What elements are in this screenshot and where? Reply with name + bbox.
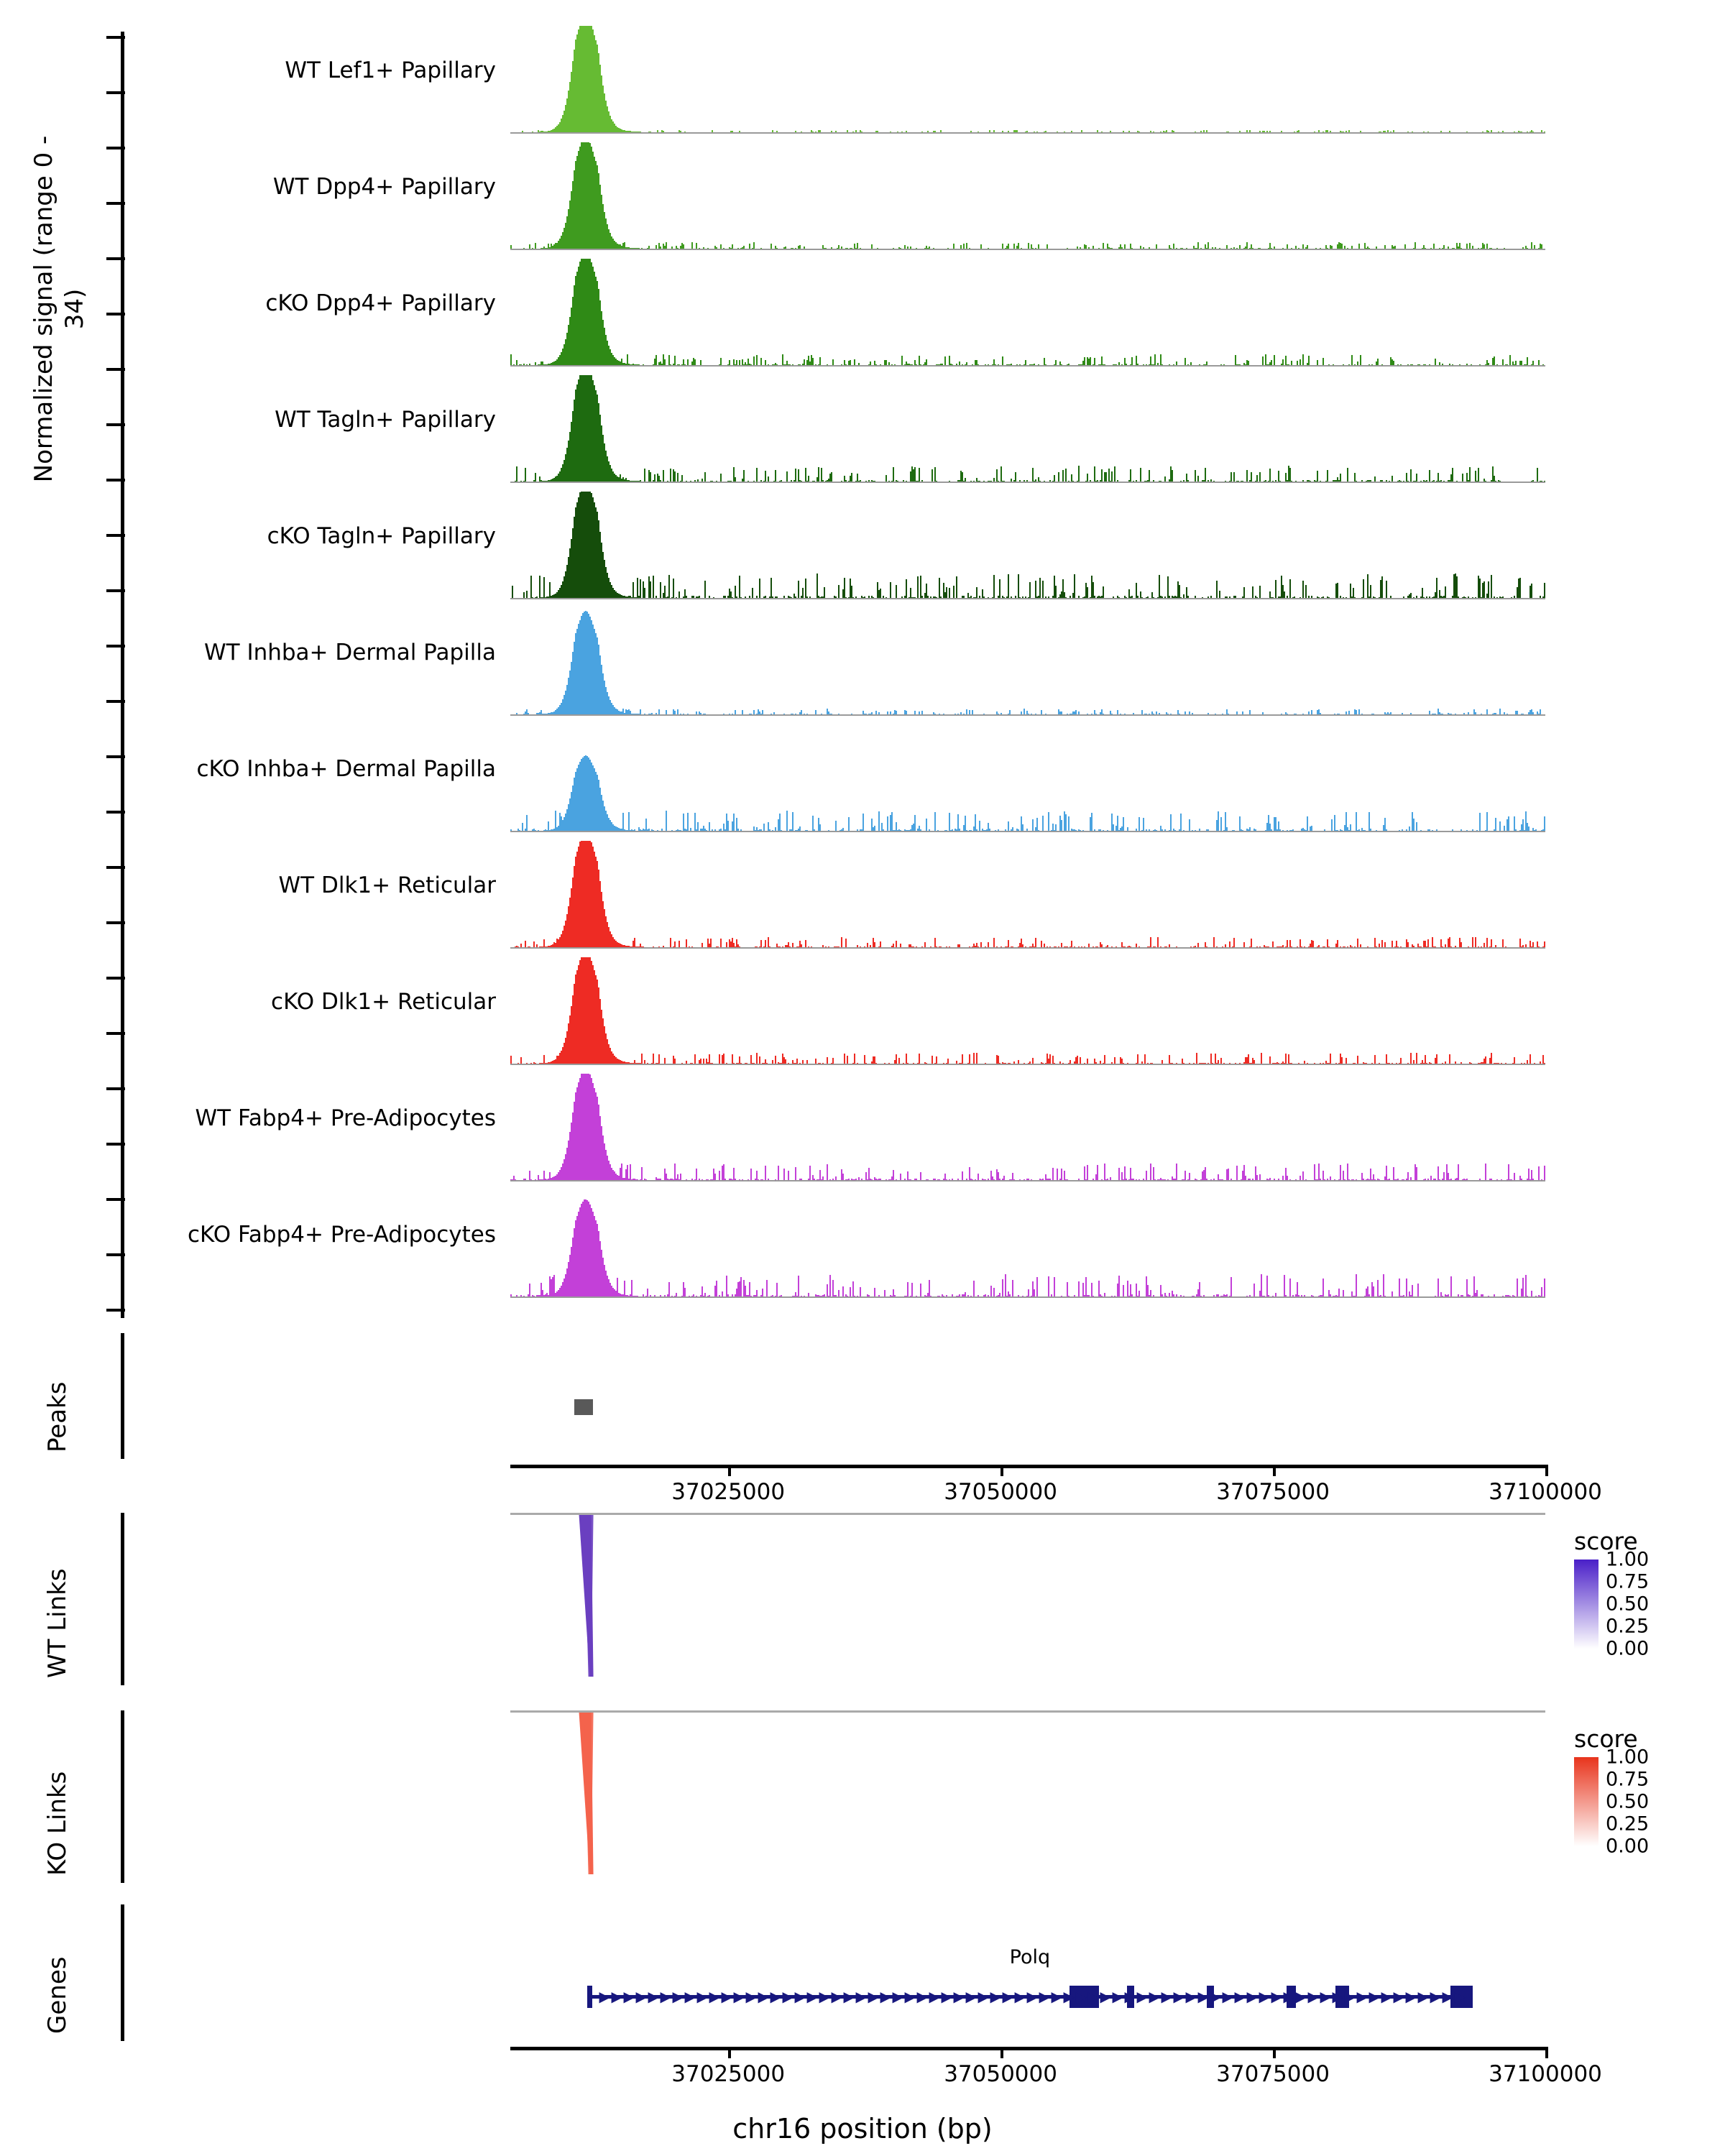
coverage-signal <box>510 375 1545 482</box>
peaks-axis-line <box>121 1333 124 1459</box>
peaks-panel-title: Peaks <box>43 1381 72 1452</box>
gene-strand-arrow: ▶ <box>806 1988 818 2005</box>
coverage-track-label: WT Fabp4+ Pre-Adipocytes <box>195 1105 496 1131</box>
gene-strand-arrow: ▶ <box>1234 1988 1246 2005</box>
gene-strand-arrow: ▶ <box>660 1988 671 2005</box>
coverage-track <box>0 138 1725 254</box>
x-axis-title: chr16 position (bp) <box>732 2113 993 2145</box>
peak-region <box>574 1399 593 1415</box>
x-axis-tick <box>1545 1465 1548 1476</box>
gene-strand-arrow: ▶ <box>1026 1988 1038 2005</box>
ko-links-legend <box>1574 1725 1718 1858</box>
gene-strand-arrow: ▶ <box>855 1988 867 2005</box>
coverage-track-label: cKO Dpp4+ Papillary <box>265 290 496 316</box>
wt-links-plot <box>510 1513 1545 1685</box>
coverage-track-plot <box>510 1190 1545 1298</box>
coverage-signal <box>510 1074 1545 1180</box>
x-axis-tick-label: 37050000 <box>944 2061 1057 2087</box>
gene-strand-arrow: ▶ <box>1161 1988 1172 2005</box>
coverage-track <box>0 22 1725 138</box>
wt-legend-ticks <box>1606 1548 1692 1660</box>
coverage-track <box>0 837 1725 953</box>
gene-strand-arrow: ▶ <box>941 1988 952 2005</box>
wt-legend-colorramp <box>1574 1560 1598 1649</box>
gene-strand-arrow: ▶ <box>916 1988 928 2005</box>
coverage-baseline <box>510 482 1545 483</box>
ko-links-title: KO Links <box>43 1771 72 1876</box>
legend-tick-label: 0.00 <box>1606 1637 1650 1660</box>
gene-strand-arrow: ▶ <box>611 1988 622 2005</box>
x-axis-tick-label: 37100000 <box>1489 2061 1602 2087</box>
gene-strand-arrow: ▶ <box>1173 1988 1184 2005</box>
gene-strand-arrow: ▶ <box>1259 1988 1270 2005</box>
gene-strand-arrow: ▶ <box>831 1988 842 2005</box>
gene-strand-arrow: ▶ <box>1430 1988 1441 2005</box>
y-axis-tick <box>106 1309 125 1312</box>
coverage-track <box>0 487 1725 604</box>
ko-legend-ticks <box>1606 1746 1692 1858</box>
gene-strand-arrow: ▶ <box>1295 1988 1307 2005</box>
gene-strand-arrow: ▶ <box>758 1988 769 2005</box>
gene-strand-arrow: ▶ <box>696 1988 708 2005</box>
gene-strand-arrow: ▶ <box>1405 1988 1417 2005</box>
link-arcs <box>510 1710 1545 1883</box>
wt-legend-title: score <box>1574 1527 1638 1555</box>
genes-panel <box>0 1897 1725 2156</box>
ko-links-axis-line <box>121 1710 124 1883</box>
gene-exon <box>587 1986 592 2008</box>
coverage-track-plot <box>510 608 1545 716</box>
gene-strand-arrow: ▶ <box>1332 1988 1343 2005</box>
gene-strand-arrow: ▶ <box>1307 1988 1319 2005</box>
coverage-baseline <box>510 831 1545 832</box>
gene-strand-arrow: ▶ <box>770 1988 781 2005</box>
gene-strand-arrow: ▶ <box>1344 1988 1356 2005</box>
x-axis-tick <box>1000 2047 1003 2058</box>
gene-strand-arrow: ▶ <box>1100 1988 1111 2005</box>
coverage-track-plot <box>510 957 1545 1065</box>
x-axis-tick <box>1273 2047 1276 2058</box>
gene-strand-arrow: ▶ <box>709 1988 720 2005</box>
gene-strand-arrow: ▶ <box>1051 1988 1062 2005</box>
x-axis-tick <box>728 2047 731 2058</box>
coverage-baseline <box>510 1180 1545 1181</box>
gene-strand-arrow: ▶ <box>1087 1988 1099 2005</box>
gene-strand-arrow: ▶ <box>721 1988 732 2005</box>
coverage-baseline <box>510 947 1545 949</box>
ko-legend-title: score <box>1574 1725 1638 1753</box>
coverage-track-label: WT Inhba+ Dermal Papilla <box>204 640 496 665</box>
coverage-track-plot <box>510 724 1545 832</box>
gene-strand-arrow: ▶ <box>1149 1988 1160 2005</box>
gene-strand-arrow: ▶ <box>1442 1988 1453 2005</box>
coverage-track <box>0 953 1725 1069</box>
x-axis-tick <box>1545 2047 1548 2058</box>
legend-tick-label: 0.25 <box>1606 1615 1650 1638</box>
gene-strand-arrow: ▶ <box>782 1988 794 2005</box>
coverage-baseline <box>510 249 1545 250</box>
gene-strand-arrow: ▶ <box>794 1988 806 2005</box>
coverage-track-label: WT Dlk1+ Reticular <box>278 872 496 898</box>
coverage-track-label: WT Tagln+ Papillary <box>275 407 496 433</box>
coverage-track <box>0 1186 1725 1302</box>
coverage-signal <box>510 492 1545 598</box>
coverage-track-label: cKO Fabp4+ Pre-Adipocytes <box>188 1222 496 1248</box>
gene-strand-arrow: ▶ <box>978 1988 989 2005</box>
y-axis-label: Normalized signal (range 0 - 34) <box>29 135 89 483</box>
gene-strand-arrow: ▶ <box>1454 1988 1466 2005</box>
wt-links-legend <box>1574 1527 1718 1660</box>
gene-strand-arrow: ▶ <box>1320 1988 1331 2005</box>
legend-tick-label: 0.25 <box>1606 1812 1650 1835</box>
gene-strand-arrow: ▶ <box>1271 1988 1282 2005</box>
gene-strand-arrow: ▶ <box>1136 1988 1148 2005</box>
coverage-track-plot <box>510 492 1545 599</box>
coverage-track <box>0 1069 1725 1186</box>
genes-panel-title: Genes <box>43 1956 72 2034</box>
peaks-panel <box>0 1326 1725 1505</box>
gene-strand-arrow: ▶ <box>1381 1988 1392 2005</box>
gene-strand-arrow: ▶ <box>1246 1988 1258 2005</box>
gene-strand-arrow: ▶ <box>1222 1988 1233 2005</box>
wt-links-axis-line <box>121 1513 124 1685</box>
gene-strand-arrow: ▶ <box>1210 1988 1221 2005</box>
x-axis-tick-label: 37025000 <box>671 1479 786 1505</box>
gene-strand-arrow: ▶ <box>953 1988 965 2005</box>
gene-strand-arrow: ▶ <box>1417 1988 1429 2005</box>
gene-strand-arrow: ▶ <box>1063 1988 1075 2005</box>
genes-axis-line <box>121 1904 124 2041</box>
gene-strand-arrow: ▶ <box>1002 1988 1013 2005</box>
legend-tick-label: 0.50 <box>1606 1593 1650 1616</box>
coverage-track-label: WT Dpp4+ Papillary <box>272 174 496 200</box>
gene-strand-arrow: ▶ <box>1356 1988 1368 2005</box>
coverage-baseline <box>510 714 1545 716</box>
coverage-track-label: cKO Inhba+ Dermal Papilla <box>196 756 496 782</box>
wt-links-title: WT Links <box>43 1568 72 1678</box>
gene-strand-arrow: ▶ <box>1039 1988 1050 2005</box>
coverage-signal <box>510 259 1545 365</box>
x-axis-tick <box>1273 1465 1276 1476</box>
gene-strand-arrow: ▶ <box>1185 1988 1197 2005</box>
coverage-signal <box>510 724 1545 831</box>
x-axis-tick-label: 37075000 <box>1216 1479 1330 1505</box>
coverage-baseline <box>510 132 1545 134</box>
coverage-track <box>0 254 1725 371</box>
gene-strand-arrow: ▶ <box>648 1988 659 2005</box>
gene-strand-arrow: ▶ <box>929 1988 940 2005</box>
ko-links-plot <box>510 1710 1545 1883</box>
gene-label: Polq <box>1009 1946 1051 1968</box>
x-axis-bottom-line <box>510 2047 1545 2050</box>
gene-strand-arrow: ▶ <box>1112 1988 1123 2005</box>
x-axis-tick-label: 37100000 <box>1489 1479 1602 1505</box>
gene-strand-arrow: ▶ <box>892 1988 903 2005</box>
x-axis-tick <box>1000 1465 1003 1476</box>
gene-strand-arrow: ▶ <box>1283 1988 1294 2005</box>
legend-tick-label: 1.00 <box>1606 1746 1650 1769</box>
gene-strand-arrow: ▶ <box>599 1988 610 2005</box>
gene-strand-arrow: ▶ <box>965 1988 977 2005</box>
coverage-track-plot <box>510 841 1545 949</box>
x-axis-tick <box>728 1465 731 1476</box>
coverage-track-label: cKO Dlk1+ Reticular <box>271 989 496 1015</box>
coverage-track <box>0 720 1725 837</box>
legend-tick-label: 0.00 <box>1606 1835 1650 1858</box>
gene-strand-arrow: ▶ <box>635 1988 647 2005</box>
gene-strand-arrow: ▶ <box>1014 1988 1026 2005</box>
gene-strand-arrow: ▶ <box>880 1988 891 2005</box>
legend-tick-label: 0.50 <box>1606 1790 1650 1813</box>
gene-strand-arrow: ▶ <box>990 1988 1001 2005</box>
coverage-track-plot <box>510 26 1545 134</box>
coverage-track <box>0 604 1725 720</box>
gene-strand-arrow: ▶ <box>904 1988 916 2005</box>
ko-legend-colorramp <box>1574 1757 1598 1846</box>
ko-links-panel <box>0 1703 1725 1890</box>
genes-plot <box>510 1904 1545 2041</box>
gene-strand-arrow: ▶ <box>684 1988 696 2005</box>
coverage-track-plot <box>510 1074 1545 1181</box>
gene-strand-arrow: ▶ <box>819 1988 830 2005</box>
x-axis-bottom <box>510 2047 1602 2090</box>
coverage-track-label: cKO Tagln+ Papillary <box>267 523 496 549</box>
legend-tick-label: 0.75 <box>1606 1570 1650 1593</box>
gene-strand-arrow: ▶ <box>843 1988 855 2005</box>
gene-strand-arrow: ▶ <box>623 1988 635 2005</box>
gene-strand-arrow: ▶ <box>1124 1988 1136 2005</box>
gene-strand-arrow: ▶ <box>1197 1988 1209 2005</box>
gene-strand-arrow: ▶ <box>672 1988 684 2005</box>
coverage-track-label: WT Lef1+ Papillary <box>285 57 496 83</box>
gene-strand-arrow: ▶ <box>868 1988 879 2005</box>
legend-tick-label: 0.75 <box>1606 1768 1650 1791</box>
legend-tick-label: 1.00 <box>1606 1548 1650 1571</box>
x-axis-top-line <box>510 1465 1545 1468</box>
wt-links-panel <box>0 1506 1725 1692</box>
coverage-track-plot <box>510 375 1545 483</box>
gene-strand-arrow: ▶ <box>733 1988 745 2005</box>
coverage-baseline <box>510 598 1545 599</box>
gene-strand-arrow: ▶ <box>1075 1988 1087 2005</box>
coverage-signal <box>510 841 1545 947</box>
gene-strand-arrow: ▶ <box>745 1988 757 2005</box>
coverage-track <box>0 371 1725 487</box>
x-axis-top <box>510 1465 1602 1508</box>
gene-strand-arrow: ▶ <box>1393 1988 1404 2005</box>
x-axis-tick-label: 37075000 <box>1216 2061 1330 2087</box>
gene-strand-arrow: ▶ <box>1368 1988 1380 2005</box>
x-axis-tick-label: 37050000 <box>944 1479 1057 1505</box>
coverage-signal <box>510 26 1545 132</box>
coverage-signal <box>510 608 1545 714</box>
coverage-baseline <box>510 1296 1545 1298</box>
coverage-signal <box>510 142 1545 249</box>
link-arcs <box>510 1513 1545 1685</box>
coverage-baseline <box>510 1064 1545 1065</box>
peaks-plot <box>510 1333 1545 1459</box>
coverage-signal <box>510 1190 1545 1296</box>
coverage-track-plot <box>510 259 1545 367</box>
coverage-signal <box>510 957 1545 1064</box>
coverage-baseline <box>510 365 1545 367</box>
coverage-track-plot <box>510 142 1545 250</box>
x-axis-tick-label: 37025000 <box>671 2061 786 2087</box>
